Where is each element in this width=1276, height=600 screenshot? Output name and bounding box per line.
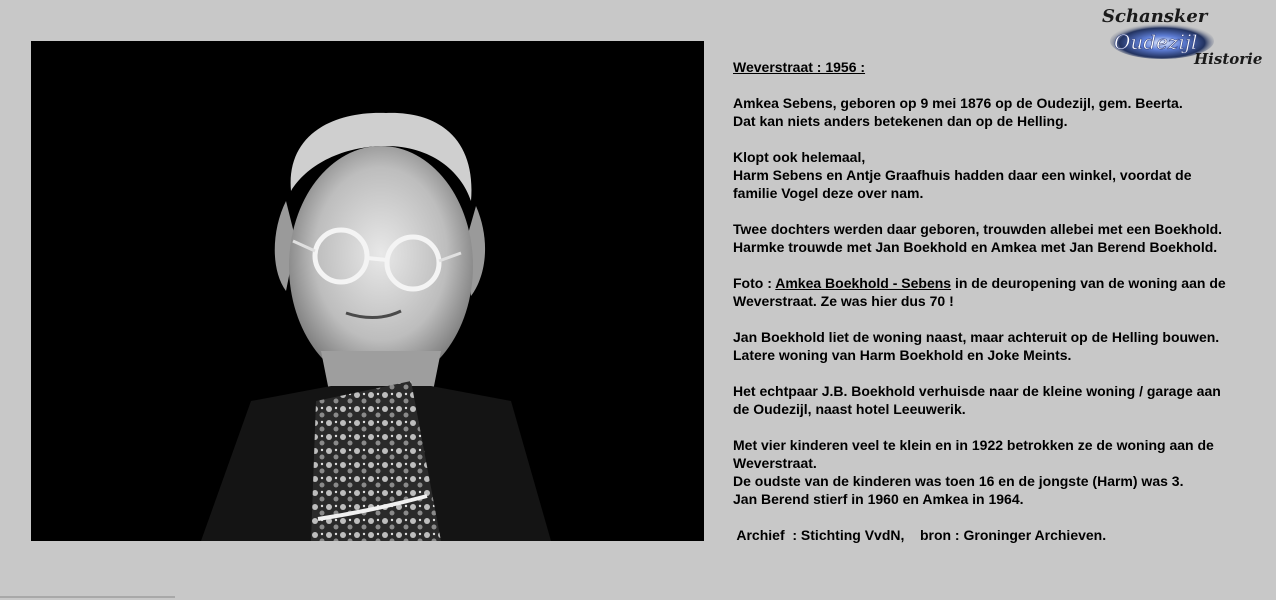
caption-prefix: Foto :: [733, 275, 776, 291]
paragraph-line: Twee dochters werden daar geboren, trouwden allebei met een Boekhold.: [733, 221, 1223, 237]
paragraph-line: Jan Boekhold liet de woning naast, maar achteruit op de Helling bouwen.: [733, 329, 1220, 345]
paragraph-line: Amkea Sebens, geboren op 9 mei 1876 op de Oudezijl, gem. Beerta.: [733, 95, 1183, 111]
paragraph-line: Dat kan niets anders betekenen dan op de Helling.: [733, 113, 1068, 129]
paragraph-line: Latere woning van Harm Boekhold en Joke Meints.: [733, 347, 1072, 363]
logo-text-schansker: Schansker: [1102, 6, 1208, 27]
paragraph-line: Klopt ook helemaal,: [733, 149, 866, 165]
photo-caption-line: [733, 274, 1268, 292]
source-credit: Archief : Stichting VvdN, bron : Groninger Archieven.: [733, 527, 1107, 543]
paragraph-line: Harmke trouwde met Jan Boekhold en Amkea met Jan Berend Boekhold.: [733, 239, 1218, 255]
paragraph-line: Het echtpaar J.B. Boekhold verhuisde naar de kleine woning / garage aan: [733, 383, 1221, 399]
paragraph-line: de Oudezijl, naast hotel Leeuwerik.: [733, 401, 966, 417]
article-text: [733, 58, 1268, 544]
divider: [0, 596, 175, 598]
logo-text-historie: Historie: [1194, 50, 1263, 68]
logo-text-oudezijl: Oudezijl: [1114, 30, 1198, 54]
paragraph-line: Harm Sebens en Antje Graafhuis hadden daar een winkel, voordat de: [733, 167, 1192, 183]
paragraph-line: Weverstraat.: [733, 455, 817, 471]
paragraph-line: Jan Berend stierf in 1960 en Amkea in 1964.: [733, 491, 1024, 507]
article-heading: Weverstraat : 1956 :: [733, 59, 866, 75]
portrait-image: [31, 41, 704, 541]
paragraph-line: Met vier kinderen veel te klein en in 1922 betrokken ze de woning aan de: [733, 437, 1214, 453]
paragraph-line: familie Vogel deze over nam.: [733, 185, 924, 201]
paragraph-line: Weverstraat. Ze was hier dus 70 !: [733, 293, 954, 309]
paragraph-line: De oudste van de kinderen was toen 16 en de jongste (Harm) was 3.: [733, 473, 1184, 489]
caption-suffix: in de deuropening van de woning aan de: [951, 275, 1226, 291]
portrait-photo: [31, 41, 704, 541]
photo-subject-link[interactable]: Amkea Boekhold - Sebens: [775, 275, 952, 291]
